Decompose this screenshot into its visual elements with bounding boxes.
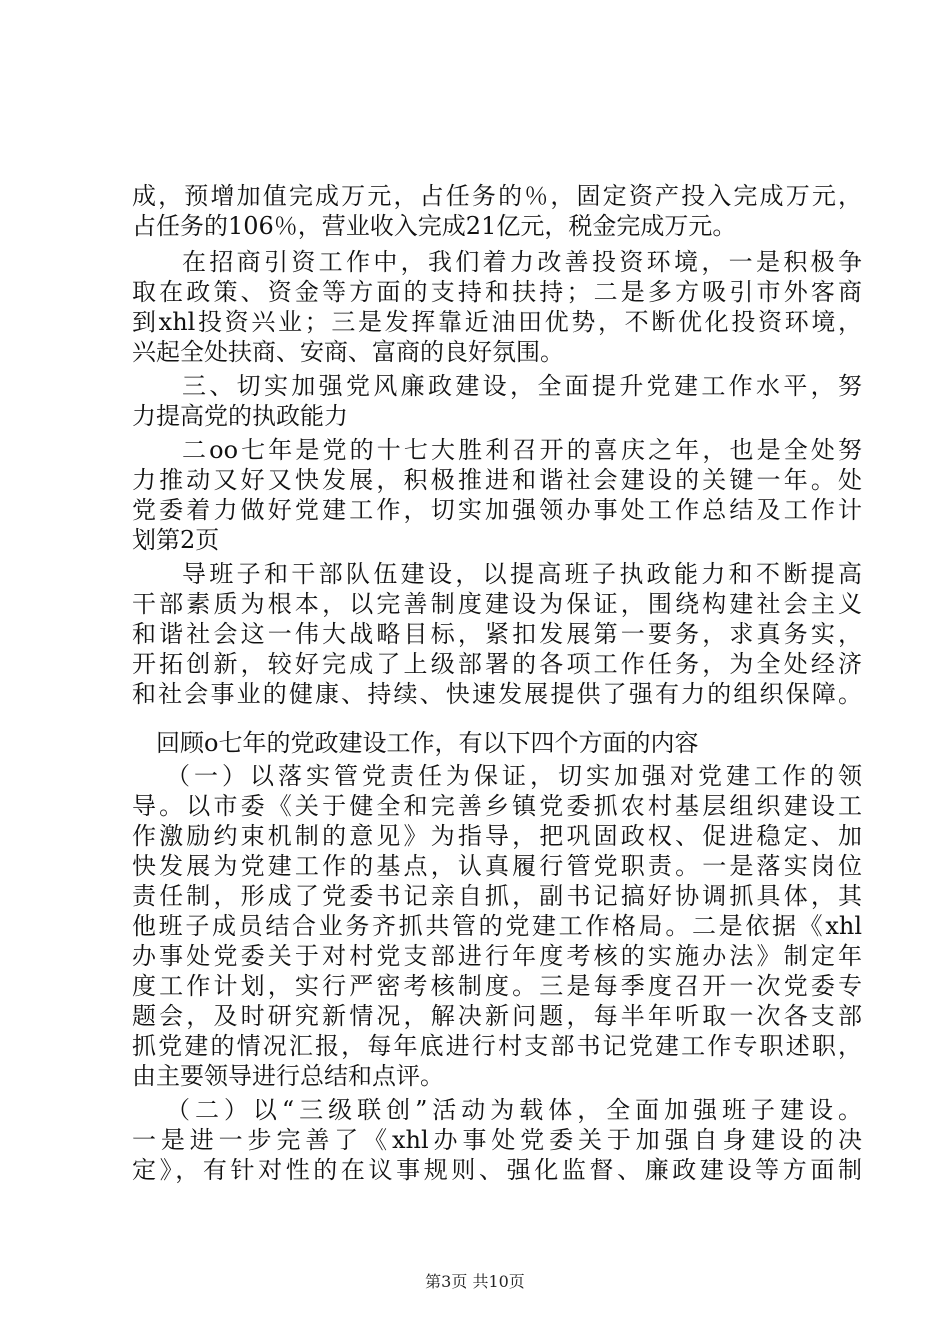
text-line: 一是进一步完善了《xhl办事处党委关于加强自身建设的决 [132, 1126, 862, 1154]
text-line: 办事处党委关于对村党支部进行年度考核的实施办法》制定年 [132, 942, 862, 970]
text-line: 快发展为党建工作的基点，认真履行管党职责。一是落实岗位 [132, 852, 862, 880]
text-line: 成，预增加值完成万元，占任务的％，固定资产投入完成万元， [132, 182, 862, 210]
text-line: 度工作计划，实行严密考核制度。三是每季度召开一次党委专 [132, 972, 862, 1000]
text-line: 抓党建的情况汇报，每年底进行村支部书记党建工作专职述职， [132, 1032, 862, 1060]
text-line: 导。以市委《关于健全和完善乡镇党委抓农村基层组织建设工 [132, 792, 862, 820]
text-line: 兴起全处扶商、安商、富商的良好氛围。 [132, 338, 564, 366]
text-line: 题会，及时研究新情况，解决新问题，每半年听取一次各支部 [132, 1002, 862, 1030]
text-line: 他班子成员结合业务齐抓共管的党建工作格局。二是依据《xhl [132, 912, 862, 940]
text-line: （二）以“三级联创”活动为载体，全面加强班子建设。 [166, 1096, 862, 1124]
text-line: 二oo七年是党的十七大胜利召开的喜庆之年，也是全处努 [182, 436, 862, 464]
text-line: 和谐社会这一伟大战略目标，紧扣发展第一要务，求真务实， [132, 620, 862, 648]
text-line: 力推动又好又快发展，积极推进和谐社会建设的关键一年。处 [132, 466, 862, 494]
text-line: 责任制，形成了党委书记亲自抓，副书记搞好协调抓具体，其 [132, 882, 862, 910]
text-line: 干部素质为根本，以完善制度建设为保证，围绕构建社会主义 [132, 590, 862, 618]
text-line: 由主要领导进行总结和点评。 [132, 1062, 444, 1090]
section-heading: 三、切实加强党风廉政建设，全面提升党建工作水平，努 [182, 372, 862, 400]
text-line: 在招商引资工作中，我们着力改善投资环境，一是积极争 [182, 248, 862, 276]
text-line: 占任务的106％，营业收入完成21亿元，税金完成万元。 [132, 212, 737, 240]
section-heading: 力提高党的执政能力 [132, 402, 348, 430]
text-line: 划第2页 [132, 526, 220, 554]
text-line: 作激励约束机制的意见》为指导，把巩固政权、促进稳定、加 [132, 822, 862, 850]
text-line: 取在政策、资金等方面的支持和扶持；二是多方吸引市外客商 [132, 278, 862, 306]
text-line: 到xhl投资兴业；三是发挥靠近油田优势，不断优化投资环境， [132, 308, 862, 336]
text-line: 定》，有针对性的在议事规则、强化监督、廉政建设等方面制 [132, 1156, 862, 1184]
page-footer: 第3页 共10页 [425, 1272, 525, 1291]
text-line: （一）以落实管党责任为保证，切实加强对党建工作的领 [166, 762, 862, 790]
text-line: 回顾o七年的党政建设工作，有以下四个方面的内容 [156, 729, 699, 757]
text-line: 开拓创新，较好完成了上级部署的各项工作任务，为全处经济 [132, 650, 862, 678]
text-line: 和社会事业的健康、持续、快速发展提供了强有力的组织保障。 [132, 680, 862, 708]
text-line: 导班子和干部队伍建设，以提高班子执政能力和不断提高 [182, 560, 862, 588]
text-line: 党委着力做好党建工作，切实加强领办事处工作总结及工作计 [132, 496, 862, 524]
